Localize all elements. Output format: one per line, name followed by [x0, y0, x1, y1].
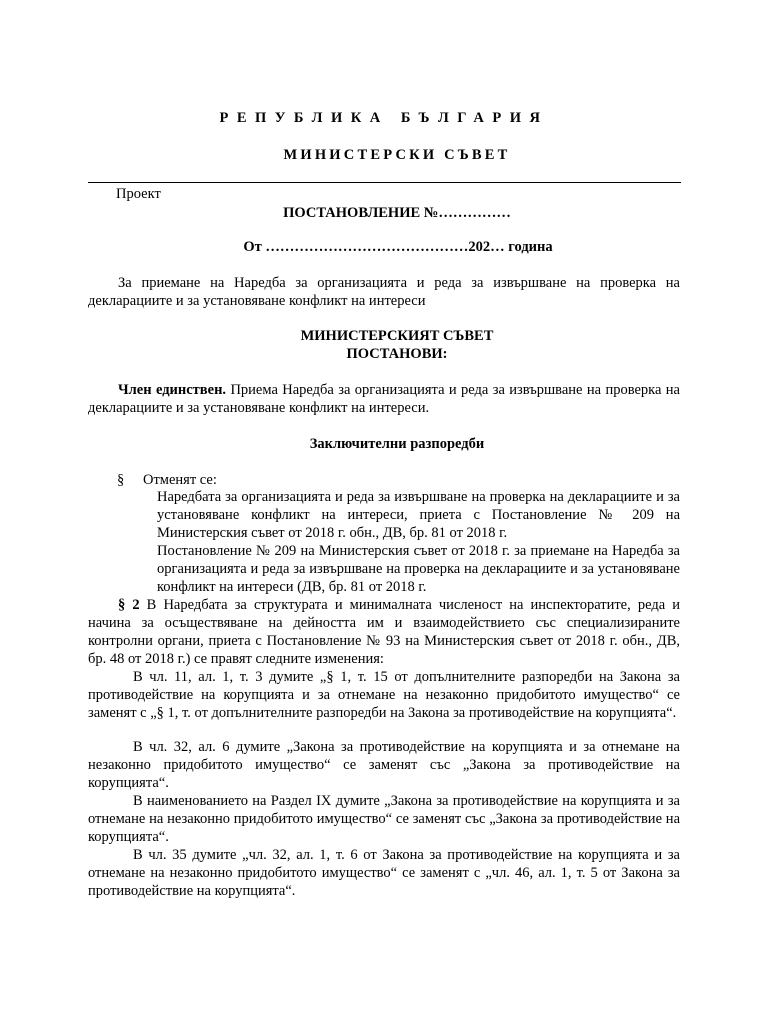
- decree-date-line: От ……………………………………202… година: [243, 239, 553, 255]
- council-heading: МИНИСТЕРСКИ СЪВЕТ: [283, 147, 511, 163]
- sole-article: [88, 381, 680, 417]
- section-2-paragraph-3: В наименованието на Раздел IX думите „Закона за противодействие на корупцията и за отнемане на незаконно придобитото имущество“ се заменят със „Закона за противодействие на корупцията“.: [88, 793, 680, 845]
- resolves-line-1: МИНИСТЕРСКИЯТ СЪВЕТ: [300, 328, 494, 344]
- sole-article-label: Член единствен.: [118, 382, 227, 398]
- decree-subject: За приемане на Наредба за организацията и реда за извършване на проверка на декларациите и за установяване конфликт на интереси: [88, 275, 680, 309]
- republic-heading: РЕПУБЛИКА БЪЛГАРИЯ: [219, 110, 549, 126]
- section-2-paragraph-2: В чл. 32, ал. 6 думите „Закона за противодействие на корупцията и за отнемане на незаконно придобитото имущество“ се заменят със „Закона за противодействие на корупцията“.: [88, 739, 680, 791]
- sole-article-text: Приема Наредба за организацията и реда за извършване на проверка на декларациите и за установяване конфликт на интереси.: [88, 382, 680, 416]
- section-2-marker: § 2: [118, 597, 140, 613]
- decree-title: ПОСТАНОВЛЕНИЕ №……………: [283, 205, 511, 221]
- header-divider: [88, 182, 681, 183]
- section-2-intro-text: В Наредбата за структурата и минималната численост на инспекторатите, реда и начина за осъществяване на дейността им и взаимодействието със специализираните контролни органи, приета с Постановление № 93 на Министерския съвет от 2018 г. обн., ДВ, бр. 48 от 2018 г.) се правят следните изменения:: [88, 597, 680, 667]
- section-1-lead: Отменят се:: [143, 472, 217, 488]
- section-1-marker: §: [117, 472, 125, 488]
- section-1-item-2: Постановление № 209 на Министерския съвет от 2018 г. за приемане на Наредба за организацията и реда за извършване на проверка на декларациите и за установяване конфликт на интереси (ДВ, бр. 81 от 2018 г.: [157, 543, 680, 595]
- project-label: Проект: [116, 186, 161, 202]
- section-1-item-1: Наредбата за организацията и реда за извършване на проверка на декларациите и за установяване конфликт на интереси, приета с Постановление № 209 на Министерския съвет от 2018 г. обн., ДВ, бр. 81 от 2018 г.: [157, 489, 680, 541]
- section-2-intro: [88, 596, 680, 668]
- resolves-line-2: ПОСТАНОВИ:: [346, 346, 448, 362]
- section-2-paragraph-1: В чл. 11, ал. 1, т. 3 думите „§ 1, т. 15 от допълнителните разпоредби на Закона за противодействие на корупцията и за отнемане на незаконно придобитото имущество“ се заменят с „§ 1, т. от допълнителните разпоредби на Закона за противодействие на корупцията“.: [88, 669, 680, 721]
- section-2-paragraph-4: В чл. 35 думите „чл. 32, ал. 1, т. 6 от Закона за противодействие на корупцията и за отнемане на незаконно придобитото имущество“ се заменят с „чл. 46, ал. 1, т. 5 от Закона за противодействие на корупцията“.: [88, 847, 680, 899]
- final-provisions-title: Заключителни разпоредби: [309, 436, 485, 452]
